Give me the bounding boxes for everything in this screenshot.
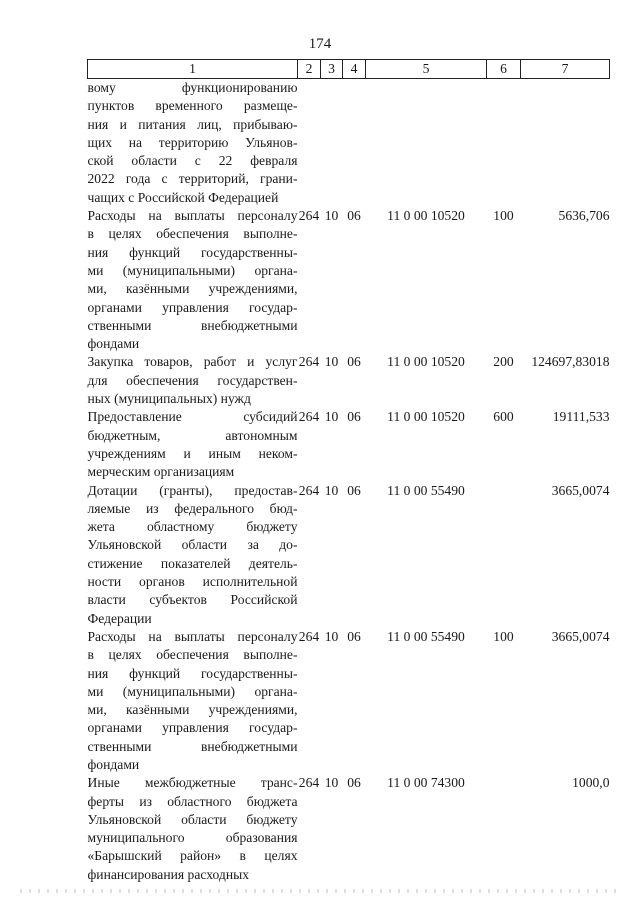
cell-c3: 10	[324, 482, 339, 498]
cell-c4	[343, 79, 366, 208]
description-line: органами управления государ-	[87, 299, 298, 315]
cell-c3: 10	[324, 775, 339, 791]
description-line: Дотации (гранты), предостав-	[87, 482, 298, 498]
table-row	[88, 628, 610, 774]
description-cell	[88, 482, 298, 628]
description-line: ми (муниципальными) органа-	[87, 262, 298, 278]
description-line: жета областному бюджету	[87, 519, 298, 535]
cell-c7: 5636,706	[558, 208, 610, 224]
description-cell	[88, 628, 298, 774]
description-line: ственными внебюджетными	[87, 317, 298, 333]
cell-c5: 11 0 00 55490	[387, 628, 465, 644]
description-line: ных (муниципальных) нужд	[87, 391, 251, 407]
cell-c6	[487, 79, 521, 208]
cell-c4: 06	[347, 628, 361, 644]
description-line: ния функций государственны-	[87, 244, 298, 260]
description-line: Ульяновской области бюджету	[87, 811, 298, 827]
cell-c4: 06	[347, 482, 361, 498]
cell-c7: 1000,0	[572, 775, 610, 791]
header-cell: 7	[521, 60, 610, 79]
description-line: Ульяновской области за до-	[87, 537, 298, 553]
description-line: ственными внебюджетными	[87, 738, 298, 754]
description-line: Расходы на выплаты персоналу	[87, 628, 298, 644]
description-cell	[88, 353, 298, 408]
description-line: мерческим организациям	[87, 464, 235, 480]
description-line: ми, казёнными учреждениями,	[87, 281, 298, 297]
table-row	[88, 482, 610, 628]
description-line: финансирования расходных	[87, 866, 250, 882]
description-line: ности органов исполнительной	[87, 574, 298, 590]
table-header-row	[88, 60, 610, 79]
table-row	[88, 353, 610, 408]
header-cell: 1	[88, 60, 298, 79]
table-row	[88, 408, 610, 481]
cell-c5: 11 0 00 55490	[387, 482, 465, 498]
cell-c3: 10	[324, 409, 339, 425]
description-line: ляемые из федерального бюд-	[87, 500, 298, 516]
cell-c4: 06	[347, 775, 361, 791]
cell-c4: 06	[347, 208, 361, 224]
header-cell: 2	[298, 60, 321, 79]
description-line: для обеспечения государствен-	[87, 372, 298, 388]
description-line: учреждениям и иным неком-	[87, 445, 298, 461]
description-line: в целях обеспечения выполне-	[87, 226, 298, 242]
cell-c5: 11 0 00 74300	[387, 775, 465, 791]
cell-c5	[366, 79, 487, 208]
cell-c6: 100	[493, 208, 514, 224]
cell-c2	[298, 79, 321, 208]
cell-c6: 100	[493, 628, 514, 644]
description-line: муниципального образования	[87, 830, 298, 846]
description-line: стижение показателей деятель-	[87, 555, 298, 571]
page-number: 174	[308, 36, 332, 52]
cell-c4: 06	[347, 409, 361, 425]
header-cell: 5	[366, 60, 487, 79]
cell-c6	[487, 482, 521, 628]
description-line: вому функционированию	[87, 80, 298, 95]
description-line: чащих с Российской Федерацией	[87, 189, 279, 205]
cell-c6: 600	[493, 409, 514, 425]
description-line: «Барышский район» в целях	[87, 848, 298, 864]
description-line: ферты из областного бюджета	[87, 793, 298, 809]
cell-c2: 264	[298, 482, 320, 498]
table-row	[88, 207, 610, 353]
cell-c3: 10	[324, 354, 339, 370]
header-cell: 6	[487, 60, 521, 79]
cell-c6	[487, 774, 521, 884]
description-line: Предоставление субсидий	[87, 409, 298, 425]
description-cell	[88, 408, 298, 481]
description-line: 2022 года с территорий, грани-	[87, 171, 298, 187]
description-line: ми, казёнными учреждениями,	[87, 702, 298, 718]
cell-c7: 19111,533	[552, 409, 610, 425]
description-line: органами управления государ-	[87, 720, 298, 736]
cell-c3	[321, 79, 343, 208]
description-line: ния функций государственны-	[87, 665, 298, 681]
description-line: Расходы на выплаты персоналу	[87, 208, 298, 224]
description-line: в целях обеспечения выполне-	[87, 647, 298, 663]
description-cell	[88, 774, 298, 884]
table-row	[88, 79, 610, 208]
cell-c2: 264	[298, 628, 320, 644]
description-line: фондами	[87, 756, 140, 772]
cell-c5: 11 0 00 10520	[387, 409, 465, 425]
description-line: пунктов временного размеще-	[87, 98, 298, 114]
cell-c7: 3665,0074	[551, 482, 610, 498]
description-line: бюджетным, автономным	[87, 427, 298, 443]
cell-c5: 11 0 00 10520	[387, 208, 465, 224]
description-cell	[88, 207, 298, 353]
cell-c2: 264	[298, 409, 320, 425]
description-line: ми (муниципальными) органа-	[87, 683, 298, 699]
cell-c7	[521, 79, 610, 208]
cell-c2: 264	[298, 354, 320, 370]
cell-c6: 200	[493, 354, 514, 370]
scan-artifact-dots	[20, 889, 620, 893]
description-line: фондами	[87, 336, 140, 352]
cell-c4: 06	[347, 354, 361, 370]
cell-c2: 264	[298, 208, 320, 224]
cell-c5: 11 0 00 10520	[387, 354, 465, 370]
cell-c7: 124697,83018	[531, 354, 610, 370]
description-line: Закупка товаров, работ и услуг	[87, 354, 298, 370]
header-cell: 4	[343, 60, 366, 79]
cell-c3: 10	[324, 208, 339, 224]
description-line: ния и питания лиц, прибываю-	[87, 116, 298, 132]
description-line: ской области с 22 февраля	[87, 153, 298, 169]
header-cell: 3	[321, 60, 343, 79]
description-line: Федерации	[87, 610, 152, 626]
table-row	[88, 774, 610, 884]
budget-table	[87, 59, 610, 884]
cell-c7: 3665,0074	[551, 628, 610, 644]
cell-c2: 264	[298, 775, 320, 791]
description-cell	[88, 79, 298, 208]
description-line: Иные межбюджетные транс-	[87, 775, 298, 791]
description-line: щих на территорию Ульянов-	[87, 134, 298, 150]
description-line: власти субъектов Российской	[87, 592, 298, 608]
cell-c3: 10	[324, 628, 339, 644]
